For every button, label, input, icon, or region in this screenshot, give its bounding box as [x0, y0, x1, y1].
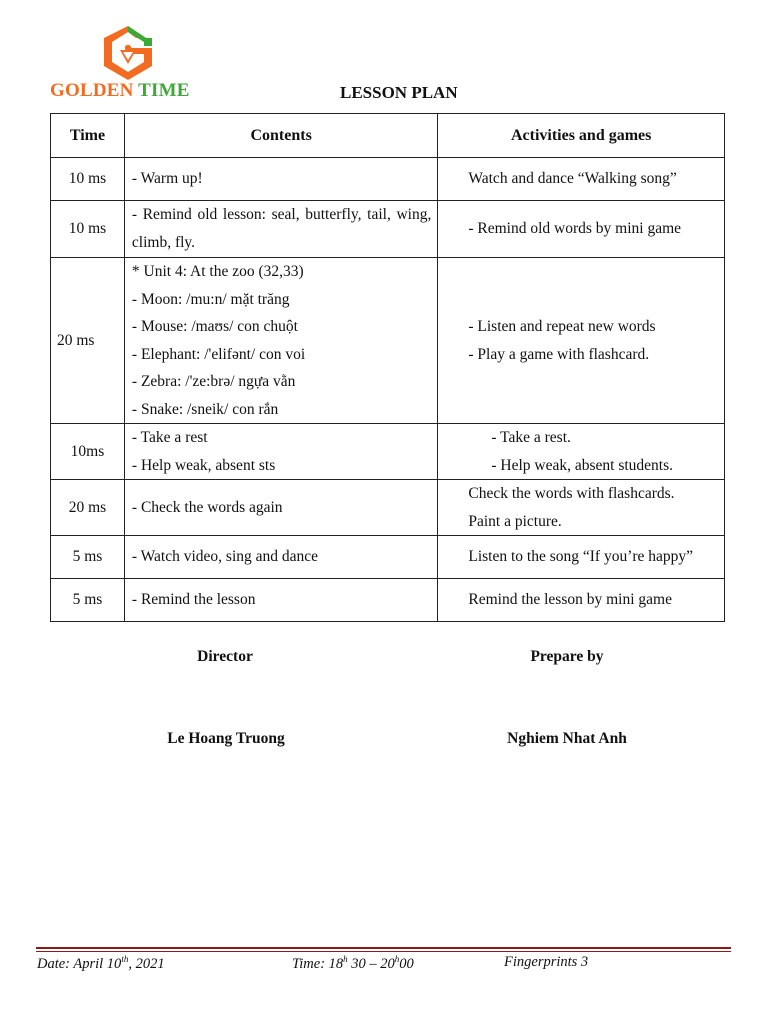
- table-row: [51, 480, 725, 536]
- footer-class: Fingerprints 3: [504, 954, 589, 970]
- row-time: 10 ms: [51, 158, 125, 201]
- row-activities: [438, 480, 725, 536]
- content-line: - Warm up!: [131, 170, 203, 188]
- table-row: [51, 536, 725, 579]
- activity-line: - Play a game with flashcard.: [468, 345, 650, 363]
- row-activities: [438, 424, 725, 480]
- content-line: - Moon: /mu:n/ mặt trăng: [131, 290, 290, 308]
- header-contents: Contents: [124, 114, 437, 158]
- preparer-name: Nghiem Nhat Anh: [507, 730, 627, 747]
- date-sup: th: [121, 954, 129, 964]
- activity-line: - Take a rest.: [491, 429, 571, 446]
- activity-line: Paint a picture.: [468, 512, 562, 530]
- page-title: LESSON PLAN: [340, 83, 458, 102]
- row-activities: [438, 201, 725, 258]
- lesson-plan-table: [50, 113, 725, 622]
- activity-line: Remind the lesson by mini game: [468, 591, 672, 609]
- time-end: 00: [399, 955, 414, 972]
- footer-divider: [36, 947, 731, 949]
- brand-time: TIME: [138, 80, 190, 101]
- content-line: - Check the words again: [131, 498, 283, 516]
- director-role: Director: [197, 648, 253, 665]
- activity-line: Watch and dance “Walking song”: [468, 170, 677, 188]
- director-name: Le Hoang Truong: [167, 730, 285, 747]
- table-row: [51, 579, 725, 622]
- table-row: [51, 258, 725, 424]
- row-activities: [438, 536, 725, 579]
- date-year: , 2021: [128, 955, 165, 972]
- activity-line: - Remind old words by mini game: [468, 220, 682, 238]
- logo-g-mark-icon: [100, 24, 156, 80]
- row-contents: [124, 579, 437, 622]
- golden-time-logo: [48, 24, 208, 104]
- time-start: Time: 18: [292, 955, 344, 972]
- time-sup-start: h: [343, 954, 348, 964]
- content-line: - Remind old lesson: seal, butterfly, tail, wing, climb, fly.: [131, 206, 432, 251]
- header-time: Time: [51, 114, 125, 158]
- content-line: * Unit 4: At the zoo (32,33): [131, 263, 304, 280]
- content-line: - Zebra: /'ze:brə/ ngựa vằn: [131, 373, 296, 390]
- footer-time: [292, 954, 414, 973]
- content-line: - Watch video, sing and dance: [131, 548, 319, 566]
- row-contents: [124, 201, 437, 258]
- footer-date: [37, 954, 165, 973]
- row-contents: [124, 158, 437, 201]
- content-line: - Remind the lesson: [131, 591, 256, 609]
- time-sup-end: h: [394, 954, 400, 964]
- row-time: 10 ms: [51, 201, 125, 258]
- preparer-role: Prepare by: [530, 648, 604, 665]
- row-contents: [124, 536, 437, 579]
- content-line: - Elephant: /'elifənt/ con voi: [131, 345, 306, 363]
- row-activities: [438, 258, 725, 424]
- row-time: 5 ms: [51, 536, 125, 579]
- row-contents: [124, 480, 437, 536]
- row-contents: [124, 258, 437, 424]
- header-activities: Activities and games: [438, 114, 725, 158]
- row-time: 20 ms: [51, 258, 125, 424]
- activity-line: Listen to the song “If you’re happy”: [468, 548, 694, 566]
- row-contents: [124, 424, 437, 480]
- content-line: - Take a rest: [131, 429, 208, 446]
- row-time: 10ms: [51, 424, 125, 480]
- row-activities: [438, 579, 725, 622]
- content-line: - Help weak, absent sts: [131, 456, 276, 474]
- row-time: 5 ms: [51, 579, 125, 622]
- content-line: - Mouse: /maʊs/ con chuột: [131, 318, 298, 335]
- activity-line: - Listen and repeat new words: [468, 318, 656, 335]
- table-row: [51, 201, 725, 258]
- activity-line: - Help weak, absent students.: [491, 456, 674, 474]
- date-text: Date: April 10: [37, 955, 122, 972]
- time-mid: 30 – 20: [347, 955, 395, 972]
- table-header-row: [51, 114, 725, 158]
- brand-name: [50, 80, 190, 102]
- content-line: - Snake: /sneik/ con rắn: [131, 400, 279, 418]
- footer-divider-thin: [36, 951, 731, 952]
- table-row: [51, 424, 725, 480]
- row-time: 20 ms: [51, 480, 125, 536]
- row-activities: [438, 158, 725, 201]
- activity-line: Check the words with flashcards.: [468, 485, 675, 502]
- table-row: [51, 158, 725, 201]
- brand-golden: GOLDEN: [50, 80, 134, 101]
